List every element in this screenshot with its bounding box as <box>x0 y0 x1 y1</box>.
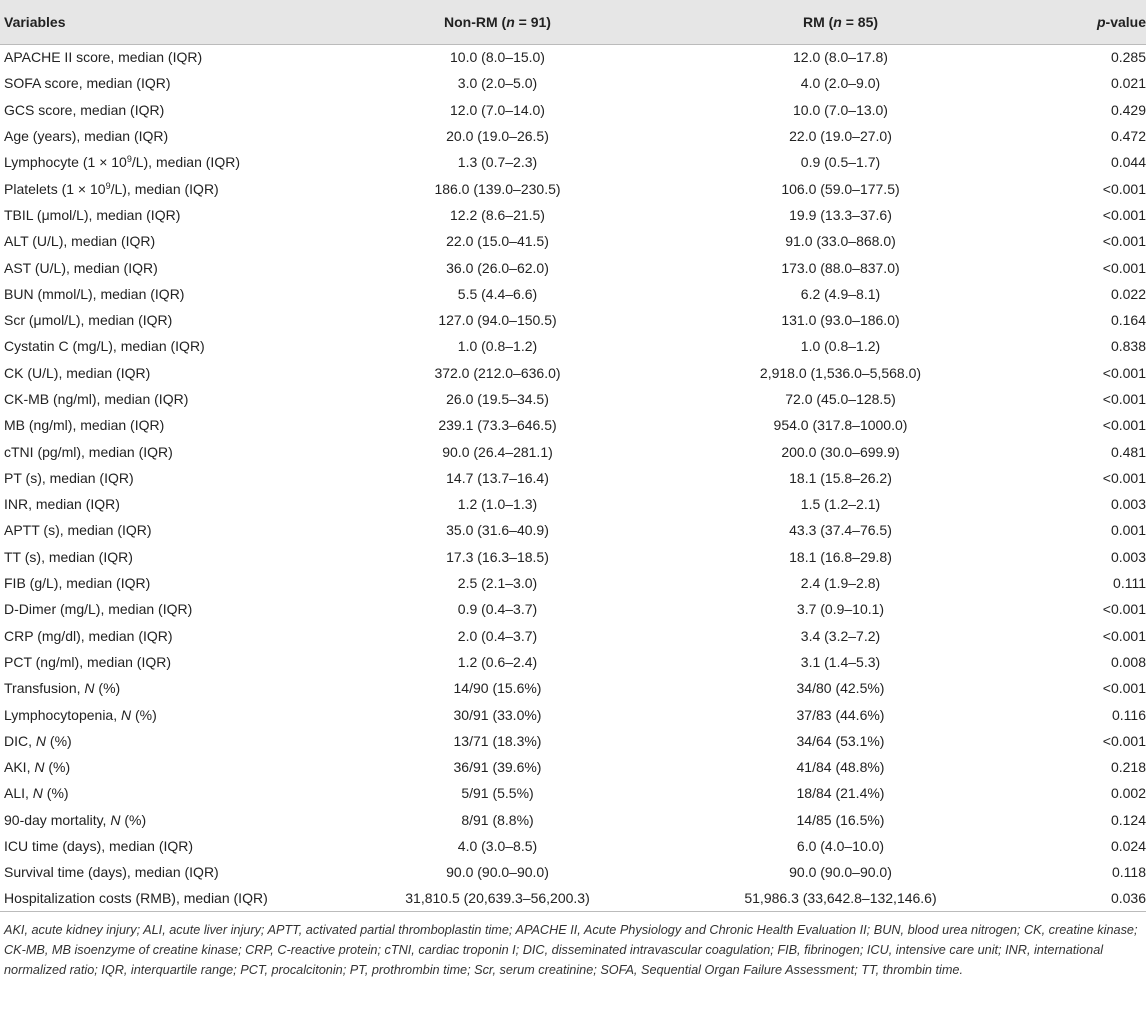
cell-p-value: <0.001 <box>1102 206 1146 223</box>
cell-variable <box>0 149 356 175</box>
cell-non-rm: 1.3 (0.7–2.3) <box>457 154 538 171</box>
cell-non-rm: 13/71 (18.3%) <box>453 732 542 749</box>
cell-variable-italic: N <box>110 811 121 828</box>
cell-rm: 6.2 (4.9–8.1) <box>800 285 881 302</box>
cell-rm: 14/85 (16.5%) <box>796 811 885 828</box>
cell-rm: 3.7 (0.9–10.1) <box>796 601 885 618</box>
cell-variable: Cystatin C (mg/L), median (IQR) <box>4 338 205 355</box>
cell-variable-post: (%) <box>46 732 72 749</box>
cell-variable-post: /L), median (IQR) <box>131 154 240 171</box>
cell-rm: 19.9 (13.3–37.6) <box>789 206 892 223</box>
cell-variable: ALT (U/L), median (IQR) <box>4 233 156 250</box>
table-header <box>0 0 1146 44</box>
cell-rm: 41/84 (48.8%) <box>796 759 885 776</box>
cell-rm: 1.5 (1.2–2.1) <box>800 496 881 513</box>
cell-non-rm: 239.1 (73.3–646.5) <box>438 417 557 434</box>
cell-rm: 51,986.3 (33,642.8–132,146.6) <box>639 886 1042 912</box>
table-row <box>0 596 1146 622</box>
cell-rm: 34/80 (42.5%) <box>796 680 885 697</box>
cell-p-value: 0.481 <box>1110 443 1146 460</box>
cell-variable: CK-MB (ng/ml), median (IQR) <box>4 391 189 407</box>
table-row <box>0 149 1146 175</box>
cell-non-rm: 20.0 (19.0–26.5) <box>446 128 549 145</box>
cell-rm: 0.9 (0.5–1.7) <box>800 154 881 171</box>
cell-rm: 90.0 (90.0–90.0) <box>789 864 892 881</box>
cell-p-value: 0.218 <box>1110 759 1146 776</box>
cell-variable <box>0 701 356 727</box>
cell-non-rm: 5/91 (5.5%) <box>461 785 534 802</box>
cell-rm: 3.1 (1.4–5.3) <box>800 653 881 670</box>
header-non-rm-n: n <box>506 13 515 30</box>
cell-p-value: 0.285 <box>1110 49 1146 66</box>
cell-p-value: 0.003 <box>1110 548 1146 565</box>
cell-variable-superscript: 9 <box>105 180 111 191</box>
cell-rm: 34/64 (53.1%) <box>796 732 885 749</box>
cell-variable-pre: ALI, <box>4 785 33 802</box>
cell-non-rm: 14.7 (13.7–16.4) <box>446 469 549 486</box>
cell-variable: SOFA score, median (IQR) <box>4 75 171 92</box>
cell-non-rm: 3.0 (2.0–5.0) <box>457 75 538 92</box>
cell-p-value: <0.001 <box>1102 391 1146 407</box>
cell-variable: TBIL (μmol/L), median (IQR) <box>4 206 181 223</box>
cell-non-rm: 90.0 (26.4–281.1) <box>442 443 553 460</box>
cell-non-rm: 14/90 (15.6%) <box>453 680 542 697</box>
cell-variable <box>0 807 356 833</box>
cell-variable-post: (%) <box>120 811 147 828</box>
cell-rm: 22.0 (19.0–27.0) <box>789 128 892 145</box>
cell-p-value: 0.044 <box>1110 154 1146 171</box>
cell-p-value: 0.838 <box>1110 338 1146 355</box>
cell-rm: 954.0 (317.8–1000.0) <box>773 417 908 434</box>
cell-p-value: 0.008 <box>1110 653 1146 670</box>
table-row <box>0 123 1146 149</box>
cell-p-value: 0.001 <box>1110 522 1146 539</box>
cell-rm: 37/83 (44.6%) <box>796 706 885 723</box>
table-row <box>0 386 1146 412</box>
cell-p-value: 0.002 <box>1110 785 1146 802</box>
cell-non-rm: 36.0 (26.0–62.0) <box>446 259 549 276</box>
cell-p-value: <0.001 <box>1102 469 1146 486</box>
table-row <box>0 254 1146 280</box>
cell-variable-post: (%) <box>44 759 71 776</box>
cell-p-value: <0.001 <box>1102 259 1146 276</box>
table-row <box>0 623 1146 649</box>
header-p-rest: -value <box>1105 13 1146 30</box>
cell-variable: PCT (ng/ml), median (IQR) <box>4 653 171 670</box>
cell-p-value: 0.124 <box>1110 811 1146 828</box>
cell-p-value: 0.164 <box>1110 312 1146 329</box>
cell-non-rm: 12.0 (7.0–14.0) <box>450 101 545 118</box>
cell-variable-italic: N <box>34 759 45 776</box>
cell-variable <box>0 754 356 780</box>
cell-non-rm: 372.0 (212.0–636.0) <box>434 364 561 381</box>
cell-non-rm: 2.5 (2.1–3.0) <box>457 575 538 592</box>
cell-rm: 200.0 (30.0–699.9) <box>781 443 900 460</box>
cell-p-value: <0.001 <box>1102 417 1146 434</box>
cell-variable: Hospitalization costs (RMB), median (IQR) <box>0 886 356 912</box>
cell-variable <box>0 175 356 201</box>
cell-p-value: <0.001 <box>1102 627 1146 644</box>
cell-non-rm: 35.0 (31.6–40.9) <box>446 522 549 539</box>
table-row <box>0 886 1146 912</box>
cell-rm: 2,918.0 (1,536.0–5,568.0) <box>759 364 922 381</box>
cell-rm: 91.0 (33.0–868.0) <box>785 233 896 250</box>
table-row <box>0 97 1146 123</box>
cell-variable: APTT (s), median (IQR) <box>4 522 152 539</box>
cell-variable: Age (years), median (IQR) <box>4 128 169 145</box>
table-row <box>0 175 1146 201</box>
cell-non-rm: 30/91 (33.0%) <box>453 706 542 723</box>
cell-variable: INR, median (IQR) <box>4 496 120 513</box>
cell-variable-post: (%) <box>94 680 121 697</box>
cell-non-rm: 127.0 (94.0–150.5) <box>438 312 557 329</box>
cell-rm: 1.0 (0.8–1.2) <box>800 338 881 355</box>
cell-p-value: 0.472 <box>1110 128 1146 145</box>
cell-non-rm: 8/91 (8.8%) <box>461 811 534 828</box>
table-row <box>0 202 1146 228</box>
table-row <box>0 360 1146 386</box>
cell-variable: FIB (g/L), median (IQR) <box>4 575 151 592</box>
cell-variable-post: (%) <box>42 785 69 802</box>
table-row <box>0 701 1146 727</box>
cell-p-value: <0.001 <box>1102 601 1146 618</box>
cell-p-value: <0.001 <box>1102 233 1146 250</box>
cell-variable: Survival time (days), median (IQR) <box>4 864 219 881</box>
cell-p-value: 0.021 <box>1110 75 1146 92</box>
cell-p-value: 0.118 <box>1112 864 1146 881</box>
cell-non-rm: 0.9 (0.4–3.7) <box>457 601 538 618</box>
cell-non-rm: 17.3 (16.3–18.5) <box>446 548 549 565</box>
cell-rm: 10.0 (7.0–13.0) <box>793 101 888 118</box>
table-row <box>0 44 1146 70</box>
cell-variable <box>0 780 356 806</box>
header-rm-prefix: RM ( <box>802 13 834 30</box>
table-row <box>0 649 1146 675</box>
cell-non-rm: 26.0 (19.5–34.5) <box>446 391 549 407</box>
cell-p-value: <0.001 <box>1102 180 1146 197</box>
cell-variable-pre: Lymphocytopenia, <box>4 706 121 723</box>
cell-p-value: 0.036 <box>1042 886 1146 912</box>
table-row <box>0 859 1146 885</box>
cell-variable-italic: N <box>32 785 43 802</box>
cell-variable-superscript: 9 <box>126 154 132 165</box>
header-rm-suffix: = 85) <box>841 13 879 30</box>
cell-rm: 18/84 (21.4%) <box>796 785 885 802</box>
cell-variable: D-Dimer (mg/L), median (IQR) <box>4 601 193 618</box>
cell-rm: 131.0 (93.0–186.0) <box>781 312 900 329</box>
cell-variable: APACHE II score, median (IQR) <box>4 49 203 66</box>
cell-non-rm: 2.0 (0.4–3.7) <box>457 627 538 644</box>
cell-non-rm: 5.5 (4.4–6.6) <box>457 285 538 302</box>
table-row <box>0 833 1146 859</box>
cell-non-rm: 36/91 (39.6%) <box>453 759 542 776</box>
table-row <box>0 780 1146 806</box>
cell-non-rm: 4.0 (3.0–8.5) <box>457 838 538 855</box>
cell-variable-post: (%) <box>131 706 157 723</box>
cell-variable-italic: N <box>84 680 95 697</box>
cell-variable: PT (s), median (IQR) <box>4 469 134 486</box>
cell-rm: 6.0 (4.0–10.0) <box>796 838 885 855</box>
table-footnote: AKI, acute kidney injury; ALI, acute liver injury; APTT, activated partial thromboplastin time; APACHE II, Acute Physiology and Chronic Health Evaluation II; BUN, blood urea nitrogen; CK, creatine kinase; CK-MB, MB isoenzyme of creatine kinase; CRP, C-reactive protein; cTNI, cardiac troponin I; DIC, disseminated intravascular coagulation; FIB, fibrinogen; ICU, intensive care unit; INR, international normalized ratio; IQR, interquartile range; PCT, procalcitonin; PT, prothrombin time; Scr, serum creatinine; SOFA, Sequential Organ Failure Assessment; TT, thrombin time. <box>4 923 1138 978</box>
cell-non-rm: 1.2 (1.0–1.3) <box>457 496 538 513</box>
table-row <box>0 228 1146 254</box>
header-rm <box>639 0 1042 44</box>
table-row <box>0 570 1146 596</box>
cell-non-rm: 22.0 (15.0–41.5) <box>446 233 549 250</box>
header-non-rm-suffix: = 91) <box>514 13 551 30</box>
cell-variable: ICU time (days), median (IQR) <box>4 838 194 855</box>
cell-rm: 3.4 (3.2–7.2) <box>800 627 881 644</box>
table-row <box>0 491 1146 517</box>
cell-variable-pre: 90-day mortality, <box>4 811 111 828</box>
cell-variable <box>0 728 356 754</box>
table-row <box>0 438 1146 464</box>
cell-variable: CRP (mg/dl), median (IQR) <box>4 627 173 644</box>
cell-variable: GCS score, median (IQR) <box>4 101 165 118</box>
table-row <box>0 333 1146 359</box>
cell-rm: 43.3 (37.4–76.5) <box>789 522 892 539</box>
table-row <box>0 754 1146 780</box>
cell-p-value: 0.022 <box>1110 285 1146 302</box>
cell-non-rm: 186.0 (139.0–230.5) <box>434 180 561 197</box>
cell-variable-italic: N <box>35 732 47 749</box>
cell-non-rm: 90.0 (90.0–90.0) <box>446 864 549 881</box>
cell-variable: AST (U/L), median (IQR) <box>4 259 158 276</box>
cell-p-value: <0.001 <box>1102 732 1146 749</box>
cell-variable-pre: Transfusion, <box>4 680 85 697</box>
cell-variable: MB (ng/ml), median (IQR) <box>4 417 165 434</box>
header-row <box>0 0 1146 44</box>
cell-rm: 18.1 (16.8–29.8) <box>789 548 892 565</box>
table-row <box>0 412 1146 438</box>
header-non-rm-prefix: Non-RM ( <box>444 13 507 30</box>
cell-variable-pre: Lymphocyte (1 × 10 <box>4 154 127 171</box>
header-rm-n: n <box>833 13 842 30</box>
header-p-value <box>1042 0 1146 44</box>
cell-p-value: <0.001 <box>1102 680 1146 697</box>
cell-non-rm: 12.2 (8.6–21.5) <box>450 206 545 223</box>
header-variables-label: Variables <box>4 13 66 30</box>
table-row <box>0 465 1146 491</box>
table-row <box>0 675 1146 701</box>
cell-rm: 4.0 (2.0–9.0) <box>800 75 881 92</box>
cell-variable <box>0 675 356 701</box>
cell-non-rm: 1.0 (0.8–1.2) <box>457 338 538 355</box>
cell-p-value: 0.429 <box>1110 101 1146 118</box>
cell-variable: TT (s), median (IQR) <box>4 548 133 565</box>
cell-p-value: <0.001 <box>1102 364 1146 381</box>
cell-non-rm: 1.2 (0.6–2.4) <box>457 653 538 670</box>
table-row <box>0 281 1146 307</box>
table-row <box>0 70 1146 96</box>
table-row <box>0 728 1146 754</box>
cell-variable: CK (U/L), median (IQR) <box>4 364 151 381</box>
cell-non-rm: 31,810.5 (20,639.3–56,200.3) <box>356 886 639 912</box>
cell-variable: BUN (mmol/L), median (IQR) <box>4 285 185 302</box>
cell-variable: Scr (μmol/L), median (IQR) <box>4 312 173 329</box>
cell-variable-post: /L), median (IQR) <box>110 180 219 197</box>
header-non-rm <box>356 0 639 44</box>
cell-variable-italic: N <box>121 706 132 723</box>
cell-p-value: 0.003 <box>1110 496 1146 513</box>
cell-p-value: 0.111 <box>1113 575 1146 592</box>
table-row <box>0 517 1146 543</box>
cell-non-rm: 10.0 (8.0–15.0) <box>450 49 545 66</box>
header-p-italic: p <box>1096 13 1106 30</box>
table-body <box>0 44 1146 912</box>
table-row <box>0 544 1146 570</box>
cell-p-value: 0.024 <box>1110 838 1146 855</box>
cell-rm: 18.1 (15.8–26.2) <box>789 469 892 486</box>
cell-rm: 12.0 (8.0–17.8) <box>793 49 888 66</box>
cell-rm: 106.0 (59.0–177.5) <box>781 180 900 197</box>
cell-rm: 72.0 (45.0–128.5) <box>785 391 896 407</box>
table-row <box>0 307 1146 333</box>
cell-rm: 173.0 (88.0–837.0) <box>781 259 900 276</box>
cell-variable: cTNI (pg/ml), median (IQR) <box>4 443 173 460</box>
cell-variable-pre: DIC, <box>4 732 36 749</box>
cell-variable-pre: Platelets (1 × 10 <box>4 180 106 197</box>
cell-rm: 2.4 (1.9–2.8) <box>800 575 881 592</box>
cell-variable-pre: AKI, <box>4 759 35 776</box>
header-variables <box>0 0 356 44</box>
table-row <box>0 807 1146 833</box>
cell-p-value: 0.116 <box>1112 706 1146 723</box>
